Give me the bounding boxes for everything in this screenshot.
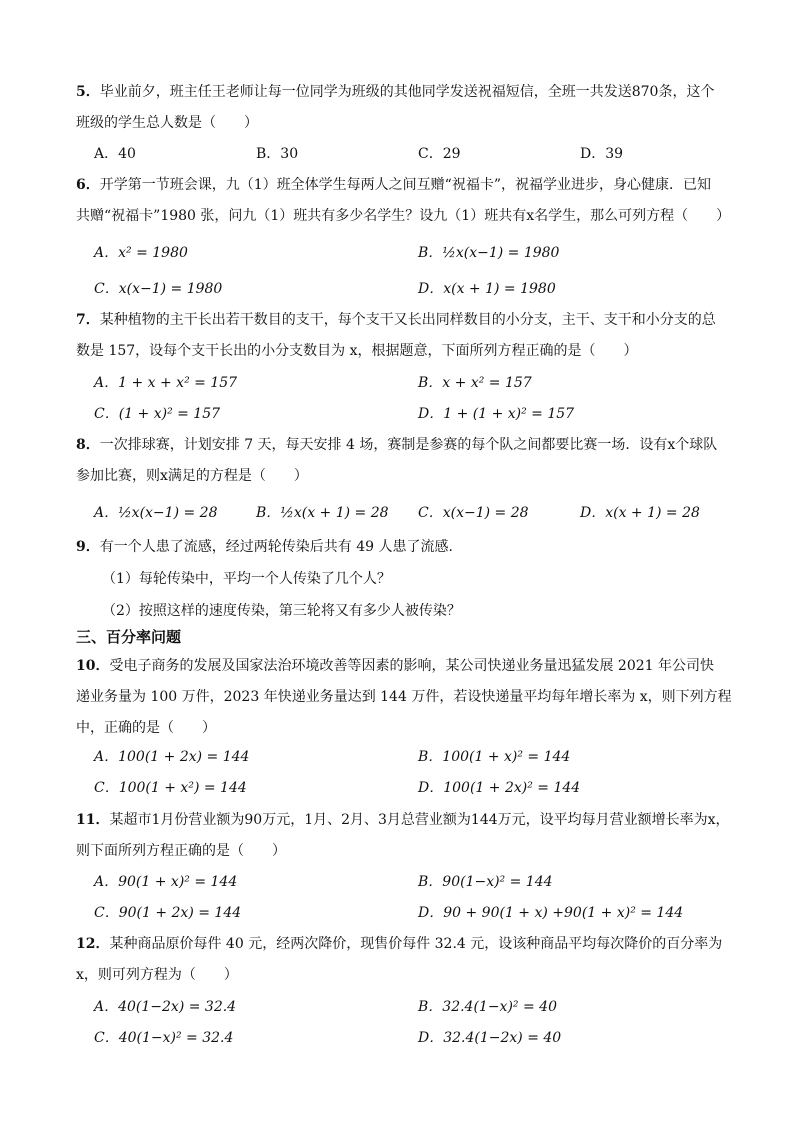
question-text: 毕业前夕，班主任王老师让每一位同学为班级的其他同学发送祝福短信，全班一共发送870条，这个 — [99, 84, 715, 100]
question-text: x，则可列方程为（ ） — [76, 967, 238, 983]
question-text: 某种植物的主干长出若干数目的支干，每个支干又长出同样数目的小分支，主干、支干和小分支的总 — [99, 312, 716, 328]
question-text: 中，正确的是（ ） — [76, 720, 216, 736]
option-a[interactable]: A．40 — [94, 146, 136, 162]
question-6 — [76, 170, 744, 232]
option-c[interactable]: C．100(1 + x²) = 144 — [94, 780, 247, 796]
question-9 — [76, 532, 744, 563]
options-10-row1 — [94, 742, 744, 773]
options-6-row1 — [94, 238, 744, 269]
option-d[interactable]: D．32.4(1−2x) = 40 — [418, 1030, 562, 1046]
question-text: 某种商品原价每件 40 元，经两次降价，现售价每件 32.4 元，设该种商品平均每次降价的百分率为 — [109, 936, 723, 952]
question-text: 开学第一节班会课，九（1）班全体学生每两人之间互赠“祝福卡”，祝福学业进步，身心健康．已知 — [99, 177, 711, 193]
option-d[interactable]: D．x(x + 1) = 28 — [580, 505, 700, 521]
question-10 — [76, 651, 744, 744]
options-7-row2 — [94, 399, 744, 430]
option-a[interactable]: A．x² = 1980 — [94, 245, 188, 261]
question-text: 班级的学生总人数是（ ） — [76, 115, 258, 131]
option-a[interactable]: A．1 + x + x² = 157 — [94, 375, 238, 391]
option-a[interactable]: A．40(1−2x) = 32.4 — [94, 999, 237, 1015]
option-d[interactable]: D．39 — [580, 146, 624, 162]
options-12-row2 — [94, 1023, 744, 1054]
question-text: 受电子商务的发展及国家法治环境改善等因素的影响，某公司快递业务量迅猛发展 2021 年公司快 — [109, 658, 715, 674]
question-12 — [76, 929, 744, 991]
option-b[interactable]: B．½x(x + 1) = 28 — [256, 505, 389, 521]
options-12-row1 — [94, 992, 744, 1023]
option-b[interactable]: B．32.4(1−x)² = 40 — [418, 999, 557, 1015]
options-11-row2 — [94, 898, 744, 929]
question-8 — [76, 430, 744, 492]
option-c[interactable]: C．40(1−x)² = 32.4 — [94, 1030, 234, 1046]
option-d[interactable]: D．x(x + 1) = 1980 — [418, 281, 556, 297]
question-number: 10． — [76, 658, 110, 674]
question-number: 7． — [76, 312, 100, 328]
options-6-row2 — [94, 274, 744, 305]
question-number: 11． — [76, 812, 110, 828]
question-7 — [76, 305, 744, 367]
question-text: 某超市1月份营业额为90万元，1月、2月、3月总营业额为144万元，设平均每月营业额增长率为x， — [109, 812, 730, 828]
option-b[interactable]: B．30 — [256, 146, 299, 162]
option-c[interactable]: C．(1 + x)² = 157 — [94, 406, 221, 422]
question-11 — [76, 805, 744, 867]
question-number: 12． — [76, 936, 110, 952]
option-b[interactable]: B．100(1 + x)² = 144 — [418, 749, 571, 765]
option-c[interactable]: C．x(x−1) = 1980 — [94, 281, 223, 297]
question-number: 8． — [76, 437, 100, 453]
option-d[interactable]: D．1 + (1 + x)² = 157 — [418, 406, 575, 422]
option-b[interactable]: B．x + x² = 157 — [418, 375, 532, 391]
options-11-row1 — [94, 867, 744, 898]
sub-question-2: （2）按照这样的速度传染，第三轮将又有多少人被传染？ — [102, 603, 461, 619]
options-7-row1 — [94, 368, 744, 399]
question-text: 递业务量为 100 万件，2023 年快递业务量达到 144 万件，若设快递量平均每年增长率为 x，则下列方程 — [76, 689, 732, 705]
question-text: 有一个人患了流感，经过两轮传染后共有 49 人患了流感． — [99, 539, 463, 555]
options-5 — [94, 139, 744, 170]
section-heading: 三、百分率问题 — [76, 628, 182, 646]
option-c[interactable]: C．x(x−1) = 28 — [418, 505, 529, 521]
option-c[interactable]: C．29 — [418, 146, 461, 162]
option-a[interactable]: A．½x(x−1) = 28 — [94, 505, 218, 521]
option-a[interactable]: A．90(1 + x)² = 144 — [94, 874, 238, 890]
question-text: 数是 157，设每个支干长出的小分支数目为 x，根据题意，下面所列方程正确的是（ ） — [76, 343, 638, 359]
options-10-row2 — [94, 773, 744, 804]
question-text: 一次排球赛，计划安排 7 天，每天安排 4 场，赛制是参赛的每个队之间都要比赛一场．设有x个球队 — [99, 437, 718, 453]
question-number: 9． — [76, 539, 100, 555]
question-text: 共赠“祝福卡”1980 张，问九（1）班共有多少名学生？设九（1）班共有x名学生，那么可列方程（ ） — [76, 208, 731, 224]
question-number: 5． — [76, 84, 100, 100]
option-d[interactable]: D．90 + 90(1 + x) +90(1 + x)² = 144 — [418, 905, 684, 921]
question-5 — [76, 77, 744, 139]
sub-question-1: （1）每轮传染中，平均一个人传染了几个人？ — [102, 571, 391, 587]
option-b[interactable]: B．90(1−x)² = 144 — [418, 874, 553, 890]
question-text: 参加比赛，则x满足的方程是（ ） — [76, 468, 308, 484]
option-b[interactable]: B．½x(x−1) = 1980 — [418, 245, 560, 261]
option-c[interactable]: C．90(1 + 2x) = 144 — [94, 905, 242, 921]
question-number: 6． — [76, 177, 100, 193]
question-text: 则下面所列方程正确的是（ ） — [76, 843, 286, 859]
option-d[interactable]: D．100(1 + 2x)² = 144 — [418, 780, 581, 796]
options-8 — [94, 498, 744, 529]
option-a[interactable]: A．100(1 + 2x) = 144 — [94, 749, 250, 765]
